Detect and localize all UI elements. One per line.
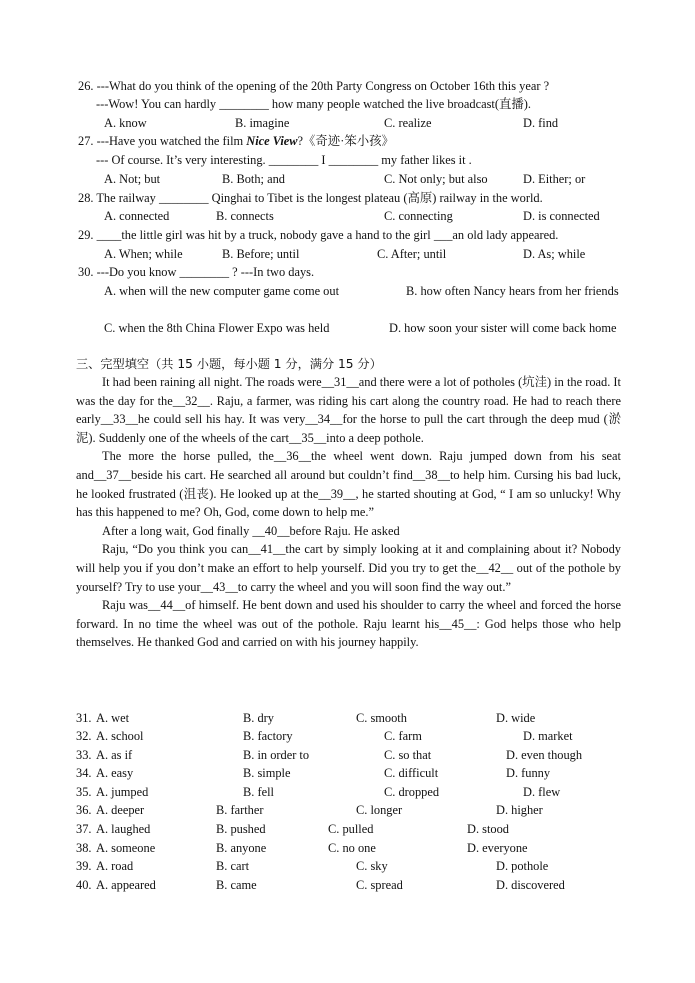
q30-option-a: A. when will the new computer game come out [104, 284, 340, 298]
option-c: C. longer [356, 803, 403, 817]
q27-option-b: B. Both; and [222, 172, 285, 186]
option-number: 31. [76, 711, 92, 725]
option-d: D. pothole [496, 859, 549, 873]
option-a: A. wet [96, 711, 130, 725]
option-d: D. even though [506, 748, 583, 762]
option-a: A. deeper [96, 803, 145, 817]
option-a: A. easy [96, 766, 134, 780]
passage-paragraph-4: Raju, “Do you think you can__41__the cart by simply looking at it and complaining about it? Nobody will help you if you don’t make an effort to help yourself. Did you try to get the__42__ out of the pothole by yourself? Try to use your__43__to carry the wheel and you will soon find the way out.” [76, 542, 621, 594]
question-30: 30. ---Do you know ________ ? ---In two days. [78, 265, 315, 279]
question-29: 29. ____the little girl was hit by a truck, nobody gave a hand to the girl ___an old lady appeared. [78, 228, 559, 242]
option-a: A. school [96, 729, 144, 743]
q27-text: 27. ---Have you watched the film [78, 134, 247, 148]
option-number: 33. [76, 748, 92, 762]
option-b: B. dry [243, 711, 274, 725]
option-b: B. pushed [216, 822, 266, 836]
option-d: D. discovered [496, 878, 565, 892]
q27-film-cn: ?《奇迹·笨小孩》 [297, 134, 394, 148]
question-27-line2: --- Of course. It’s very interesting. ________ I ________ my father likes it . [96, 153, 472, 167]
q27-film-title: Nice View [246, 134, 298, 148]
option-d: D. flew [523, 785, 561, 799]
q29-option-a: A. When; while [104, 247, 183, 261]
option-b: B. anyone [216, 841, 267, 855]
q27-option-c: C. Not only; but also [384, 172, 488, 186]
question-28: 28. The railway ________ Qinghai to Tibet is the longest plateau (高原) railway in the world. [78, 191, 543, 205]
option-b: B. farther [216, 803, 264, 817]
section-title: 三、完型填空（共 15 小题，每小题 1 分，满分 15 分） [76, 357, 382, 371]
question-26-line2: ---Wow! You can hardly ________ how many people watched the live broadcast(直播). [96, 97, 531, 111]
option-number: 32. [76, 729, 92, 743]
option-b: B. simple [243, 766, 291, 780]
option-b: B. in order to [243, 748, 310, 762]
option-d: D. wide [496, 711, 536, 725]
option-number: 37. [76, 822, 92, 836]
option-number: 38. [76, 841, 92, 855]
passage-paragraph-5: Raju was__44__of himself. He bent down and used his shoulder to carry the wheel and forced the horse forward. In no time the wheel was out of the pothole. Raju learnt his__45__: God helps those who help themselves. He thanked God and carried on with his journey happily. [76, 598, 621, 650]
option-c: C. farm [384, 729, 422, 743]
option-a: A. appeared [96, 878, 156, 892]
question-26-line1: 26. ---What do you think of the opening of the 20th Party Congress on October 16th this year ? [78, 79, 550, 93]
option-number: 36. [76, 803, 92, 817]
q30-option-c: C. when the 8th China Flower Expo was held [104, 321, 330, 335]
option-number: 40. [76, 878, 92, 892]
option-b: B. fell [243, 785, 274, 799]
option-d: D. everyone [467, 841, 528, 855]
q28-option-b: B. connects [216, 209, 274, 223]
q29-option-d: D. As; while [523, 247, 586, 261]
q28-option-a: A. connected [104, 209, 170, 223]
option-c: C. sky [356, 859, 388, 873]
option-a: A. someone [96, 841, 156, 855]
option-d: D. higher [496, 803, 543, 817]
option-d: D. stood [467, 822, 509, 836]
option-a: A. road [96, 859, 134, 873]
option-number: 39. [76, 859, 92, 873]
option-c: C. spread [356, 878, 403, 892]
q27-option-d: D. Either; or [523, 172, 586, 186]
q29-option-c: C. After; until [377, 247, 447, 261]
passage-paragraph-3: After a long wait, God finally __40__before Raju. He asked [102, 523, 400, 538]
option-c: C. dropped [384, 785, 440, 799]
option-d: D. funny [506, 766, 551, 780]
passage-paragraph-1: It had been raining all night. The roads were__31__and there were a lot of potholes (坑洼) in the road. It was the day for the__32__. Raju, a farmer, was riding his cart along the country road. He had to reach there early__33__he could sell his hay. It was very__34__for the horse to pull the cart through the deep mud (淤泥). Suddenly one of the wheels of the cart__35__into a deep pothole. [76, 375, 621, 445]
question-27-line1 [78, 132, 623, 150]
q29-option-b: B. Before; until [222, 247, 300, 261]
option-a: A. as if [96, 748, 133, 762]
q26-option-a: A. know [104, 116, 147, 130]
option-c: C. smooth [356, 711, 407, 725]
option-c: C. difficult [384, 766, 439, 780]
option-a: A. jumped [96, 785, 149, 799]
option-c: C. so that [384, 748, 432, 762]
option-c: C. no one [328, 841, 376, 855]
q27-option-a: A. Not; but [104, 172, 161, 186]
option-d: D. market [523, 729, 573, 743]
option-c: C. pulled [328, 822, 374, 836]
q28-option-c: C. connecting [384, 209, 453, 223]
q26-option-c: C. realize [384, 116, 432, 130]
passage-paragraph-2: The more the horse pulled, the__36__the wheel went down. Raju jumped down from his seat and__37__beside his cart. He searched all around but couldn’t find__38__to help him. Cursing his bad luck, he looked frustrated (沮丧). He looked up at the__39__, he started shouting at God, “ I am so unlucky! Why has this happened to me? Oh, God, come down to help me.” [76, 449, 621, 520]
option-number: 34. [76, 766, 92, 780]
q30-option-b: B. how often Nancy hears from her friends [406, 284, 619, 298]
option-b: B. cart [216, 859, 250, 873]
option-number: 35. [76, 785, 92, 799]
q28-option-d: D. is connected [523, 209, 600, 223]
q26-option-b: B. imagine [235, 116, 290, 130]
q26-option-d: D. find [523, 116, 559, 130]
option-b: B. factory [243, 729, 293, 743]
option-a: A. laughed [96, 822, 151, 836]
cloze-passage [76, 373, 621, 652]
option-b: B. came [216, 878, 257, 892]
q30-option-d: D. how soon your sister will come back home [389, 321, 617, 335]
